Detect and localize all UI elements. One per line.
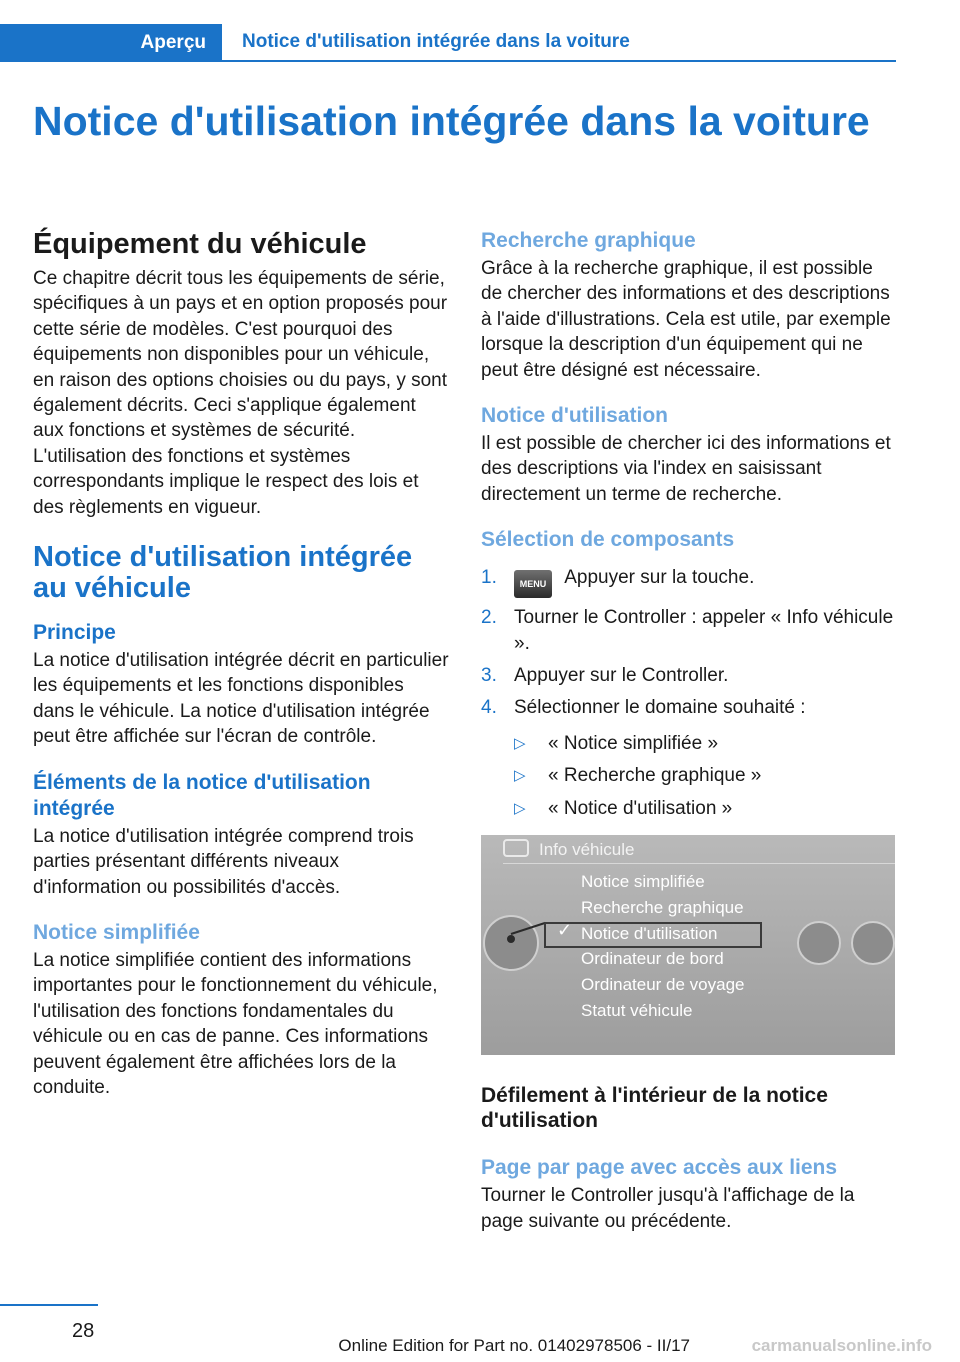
page-header — [0, 24, 896, 62]
screen-header — [503, 839, 634, 863]
paragraph-equipement: Ce chapitre décrit tous les équipements de série, spécifiques à un pays et en option proposés pour cette série de modèles. C'est pourquoi des équipements non disponibles pour un véhicule, en raison des options choisies ou du pays, y sont également décrits. Ceci s'applique également aux fonctions et systèmes de sécurité. L'utilisation des fonctions et systèmes correspondants implique le respect des lois et des règlements en vigueur. — [33, 268, 448, 518]
step-number: 3. — [481, 665, 497, 687]
section-tab-apercu[interactable]: Aperçu — [0, 24, 222, 62]
footer-rule — [0, 1304, 98, 1306]
heading-notice-simplifiee: Notice simplifiée — [33, 920, 200, 944]
watermark: carmanualsonline.info — [751, 1336, 932, 1355]
heading-notice-utilisation: Notice d'utilisation — [481, 404, 669, 428]
header-rule — [0, 60, 896, 62]
triangle-bullet-icon: ▷ — [514, 799, 526, 817]
left-column — [33, 228, 449, 1120]
info-vehicule-screen-figure — [481, 835, 895, 1055]
screen-menu-item: Notice simplifiée — [581, 872, 705, 892]
heading-equipement: Équipement du véhicule — [33, 228, 367, 260]
sub-option-text: « Notice d'utilisation » — [548, 797, 733, 819]
step-number: 2. — [481, 607, 497, 629]
heading-page-par-page: Page par page avec accès aux liens — [481, 1156, 838, 1180]
step-text: Appuyer sur le Controller. — [514, 665, 729, 687]
screen-menu-item: Ordinateur de voyage — [581, 975, 745, 995]
step-text: Tourner le Controller : appeler « Info véhicule ». — [514, 607, 894, 654]
checkmark-icon: ✓ — [557, 920, 573, 941]
paragraph-page-par-page: Tourner le Controller jusqu'à l'affichage de la page suivante ou précédente. — [481, 1185, 855, 1232]
heading-defilement: Défilement à l'intérieur de la notice d'utilisation — [481, 1084, 828, 1133]
edition-note: Online Edition for Part no. 01402978506 - II/17 — [338, 1336, 690, 1355]
paragraph-elements: La notice d'utilisation intégrée comprend trois parties présentant différents niveaux d'information ou possibilités d'accès. — [33, 825, 414, 898]
right-knob-2 — [851, 921, 895, 965]
list-item — [514, 796, 897, 821]
heading-principe: Principe — [33, 621, 116, 645]
screen-menu-item: Statut véhicule — [581, 1001, 693, 1021]
step-text: Appuyer sur la touche. — [564, 567, 755, 589]
car-icon — [503, 839, 529, 857]
menu-key-icon: MENU — [514, 570, 552, 598]
page-number: 28 — [72, 1320, 95, 1342]
paragraph-recherche-graphique: Grâce à la recherche graphique, il est possible de chercher des informations et des descriptions à l'aide d'illustrations. Cela est utile, par exemple lorsque la description d'un équipement qui ne peut être désigné est nécessaire. — [481, 258, 891, 381]
step-number: 4. — [481, 697, 497, 719]
step-number: 1. — [481, 567, 497, 589]
right-knob-1 — [797, 921, 841, 965]
list-item — [514, 731, 897, 756]
steps-list — [481, 565, 897, 821]
list-item — [481, 565, 897, 598]
heading-notice-integree: Notice d'utilisation intégrée au véhicule — [33, 541, 413, 605]
heading-recherche-graphique: Recherche graphique — [481, 229, 696, 252]
left-controller-knob — [483, 915, 539, 971]
triangle-bullet-icon: ▷ — [514, 734, 526, 752]
chapter-title-tab[interactable]: Notice d'utilisation intégrée dans la voiture — [242, 31, 630, 52]
screen-menu-item: Ordinateur de bord — [581, 949, 724, 969]
paragraph-notice-simplifiee: La notice simplifiée contient des informations importantes pour le fonctionnement du véhicule, l'utilisation des fonctions fondamentales du véhicule ou en cas de panne. Ces informations peuvent également être affichées lors de la conduite. — [33, 949, 438, 1098]
list-item — [481, 695, 897, 821]
page-title: Notice d'utilisation intégrée dans la voiture — [33, 98, 870, 144]
heading-selection-composants: Sélection de composants — [481, 528, 735, 552]
list-item — [481, 605, 897, 656]
right-column — [481, 228, 897, 1254]
sub-option-text: « Recherche graphique » — [548, 765, 762, 787]
list-item — [514, 763, 897, 788]
step-text: Sélectionner le domaine souhaité : — [514, 697, 806, 719]
triangle-bullet-icon: ▷ — [514, 767, 526, 785]
sub-option-text: « Notice simplifiée » — [548, 732, 719, 754]
sub-options-list — [514, 731, 897, 821]
paragraph-notice-utilisation: Il est possible de chercher ici des informations et des descriptions via l'index en saisissant directement un terme de recherche. — [481, 433, 891, 505]
screen-menu-item: Recherche graphique — [581, 898, 744, 918]
heading-elements: Éléments de la notice d'utilisation intégrée — [33, 770, 371, 820]
screen-header-label: Info véhicule — [539, 840, 635, 860]
list-item — [481, 663, 897, 688]
screen-divider — [503, 863, 895, 864]
paragraph-principe: La notice d'utilisation intégrée décrit en particulier les équipements et les fonctions disponibles dans le véhicule. La notice d'utilisation intégrée peut être affichée sur l'écran de contrôle. — [33, 650, 449, 748]
screen-menu-item: Notice d'utilisation — [581, 924, 718, 944]
